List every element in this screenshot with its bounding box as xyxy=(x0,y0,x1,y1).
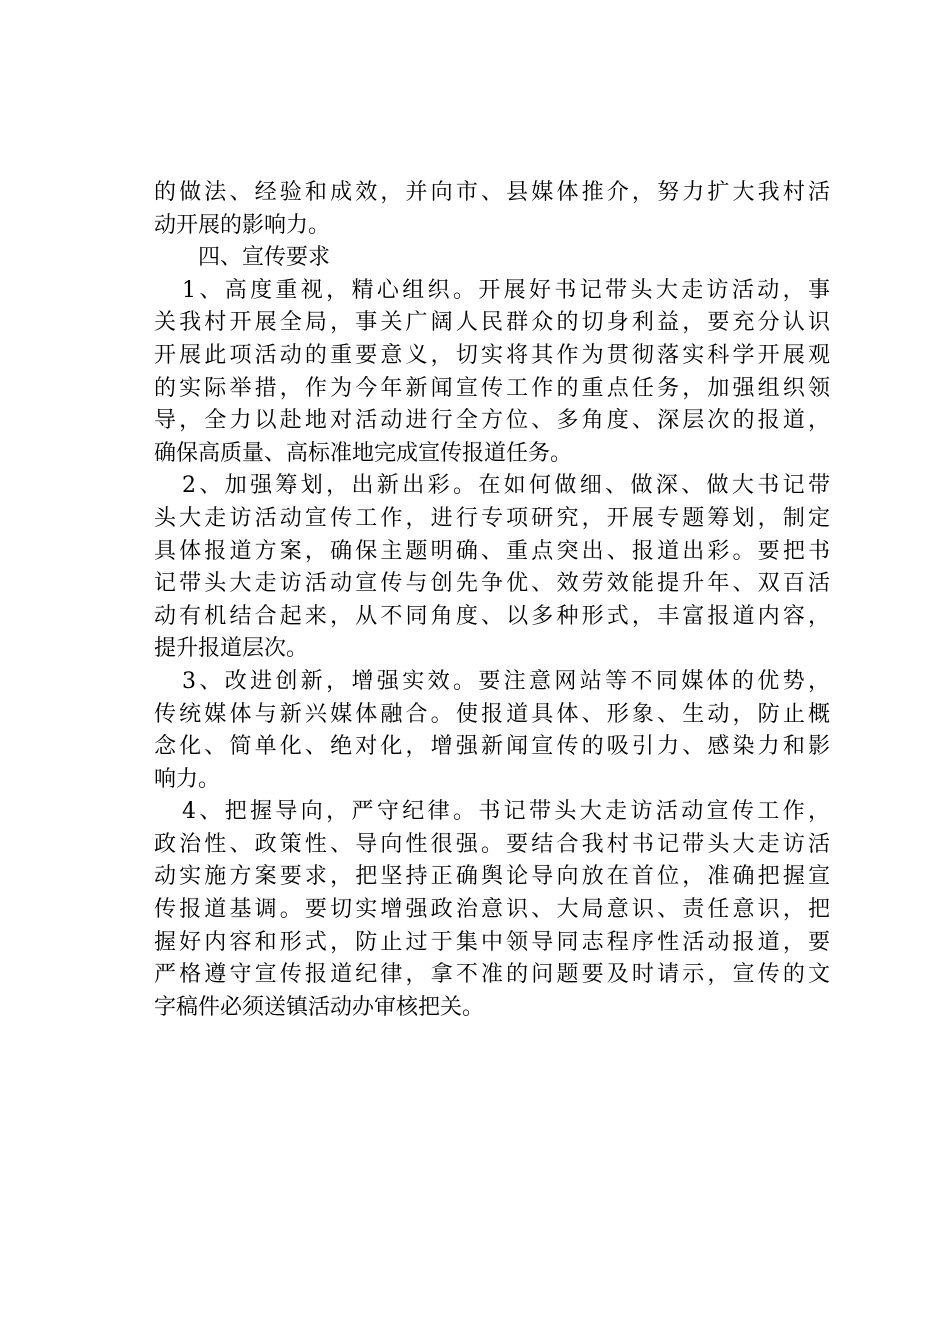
text-line: 具体报道方案，确保主题明确、重点突出、报道出彩。要把书 xyxy=(154,538,830,564)
text-line: 确保高质量、高标准地完成宣传报道任务。 xyxy=(154,440,573,466)
text-line: 开展此项活动的重要意义，切实将其作为贯彻落实科学开展观 xyxy=(154,342,830,368)
text-line: 握好内容和形式，防止过于集中领导同志程序性活动报道，要 xyxy=(154,929,830,955)
text-line: 头大走访活动宣传工作，进行专项研究，开展专题筹划，制定 xyxy=(154,505,830,531)
section-heading: 四、宣传要求 xyxy=(198,245,331,271)
document-body xyxy=(154,177,830,1024)
text-line: 传统媒体与新兴媒体融合。使报道具体、形象、生动，防止概 xyxy=(154,701,830,727)
paragraph-first-line: 2、加强筹划，出新出彩。在如何做细、做深、做大书记带 xyxy=(182,473,830,499)
text-line: 的实际举措，作为今年新闻宣传工作的重点任务，加强组织领 xyxy=(154,375,830,401)
text-line: 响力。 xyxy=(154,766,221,792)
text-line: 提升报道层次。 xyxy=(154,636,309,662)
text-line: 严格遵守宣传报道纪律，拿不准的问题要及时请示，宣传的文 xyxy=(154,962,830,988)
text-line: 动有机结合起来，从不同角度、以多种形式，丰富报道内容， xyxy=(154,603,830,629)
text-line: 记带头大走访活动宣传与创先争优、效劳效能提升年、双百活 xyxy=(154,571,830,597)
paragraph-first-line: 3、改进创新，增强实效。要注意网站等不同媒体的优势， xyxy=(182,668,830,694)
text-line: 关我村开展全局，事关广阔人民群众的切身利益，要充分认识 xyxy=(154,310,830,336)
paragraph-first-line: 4、把握导向，严守纪律。书记带头大走访活动宣传工作， xyxy=(182,799,830,825)
text-line: 动开展的影响力。 xyxy=(154,212,331,238)
text-line: 动实施方案要求，把坚持正确舆论导向放在首位，准确把握宣 xyxy=(154,864,830,890)
paragraph-first-line: 1、高度重视，精心组织。开展好书记带头大走访活动，事 xyxy=(182,277,830,303)
text-line: 政治性、政策性、导向性很强。要结合我村书记带头大走访活 xyxy=(154,831,830,857)
text-line: 导，全力以赴地对活动进行全方位、多角度、深层次的报道， xyxy=(154,408,830,434)
text-line: 传报道基调。要切实增强政治意识、大局意识、责任意识，把 xyxy=(154,897,830,923)
text-line: 的做法、经验和成效，并向市、县媒体推介，努力扩大我村活 xyxy=(154,180,830,205)
text-line: 念化、简单化、绝对化，增强新闻宣传的吸引力、感染力和影 xyxy=(154,734,830,760)
text-line: 字稿件必须送镇活动办审核把关。 xyxy=(154,994,485,1020)
